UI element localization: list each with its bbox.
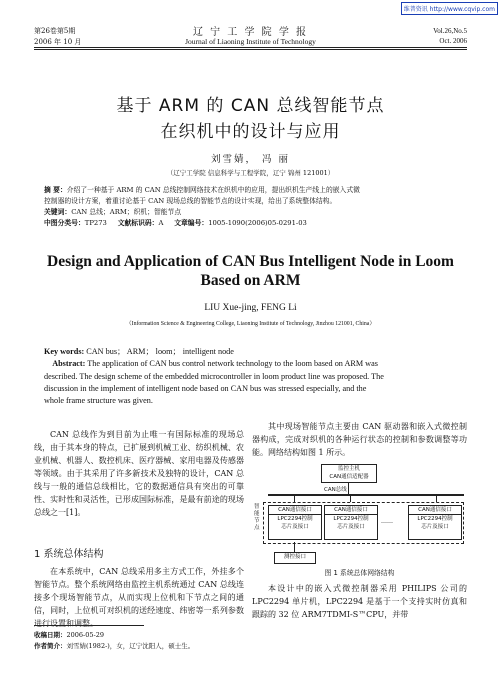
ellipsis-dots: …… bbox=[381, 518, 393, 525]
node1-can-interface: CAN通信接口 bbox=[269, 506, 321, 515]
title-en-line2: Based on ARM bbox=[200, 272, 301, 289]
measure-connector bbox=[294, 542, 295, 552]
author-bio-value: 刘雪婧(1982-)，女，辽宁沈阳人，硕士生。 bbox=[66, 642, 195, 650]
host-connector bbox=[348, 482, 349, 494]
footnote-rule bbox=[34, 625, 144, 626]
author-bio-label: 作者简介： bbox=[34, 642, 67, 650]
article-no-value: 1005-1090(2006)05-0291-03 bbox=[208, 219, 307, 227]
node1-lpc-chip: LPC2294控制 bbox=[277, 516, 313, 522]
abstract-en-label: Abstract: bbox=[52, 359, 86, 369]
header-rule bbox=[34, 47, 467, 48]
measure-control-box: 测控接口 bbox=[274, 552, 316, 564]
affiliation-cn: （辽宁工学院 信息科学与工程学院，辽宁 锦州 121001） bbox=[166, 169, 335, 177]
volume-en: Vol.26,No.5 bbox=[433, 27, 467, 35]
affiliation-en: （Information Science & Engineering College, Liaoning Institute of Technology, Jinzhou 121001, China） bbox=[125, 321, 376, 327]
authors-en: LIU Xue-jing, FENG Li bbox=[204, 303, 297, 313]
publication-date: 2006 年 10 月 bbox=[34, 38, 82, 46]
classification-line bbox=[44, 218, 458, 229]
clc-value: TP273 bbox=[84, 219, 107, 227]
abstract-en-block bbox=[44, 346, 458, 407]
received-value: 2006-05-29 bbox=[66, 631, 104, 639]
can-adapter-label: CAN通信适配器 bbox=[329, 474, 369, 480]
node3-interface: 芯片及接口 bbox=[421, 524, 449, 530]
watermark: 维普资讯 http://www.cqvip.com bbox=[401, 2, 498, 15]
node-box-3 bbox=[408, 505, 462, 540]
node2-can-interface: CAN通信接口 bbox=[325, 506, 377, 515]
abstract-en-line3: discussion in the implement of intelligent node based on CAN bus was stressed especially, and the bbox=[44, 383, 367, 393]
right-paragraph-1: 其中现场智能节点主要由 CAN 驱动器和嵌入式微控制器构成，完成对织机的各种运行状态的控制和参数调整等功能。网络结构如图 1 所示。 bbox=[252, 422, 467, 457]
doc-code-value: A bbox=[158, 219, 164, 227]
keywords-cn-text: CAN 总线；ARM；织机；智能节点 bbox=[71, 208, 182, 216]
keywords-en-label: Key words: bbox=[44, 347, 85, 356]
node-box-1 bbox=[268, 505, 322, 540]
abstract-cn-text-1: 介绍了一种基于 ARM 的 CAN 总线控制网络技术在织机中的应用，提出织机生产线上的嵌入式微 bbox=[66, 186, 360, 194]
node3-can-interface: CAN通信接口 bbox=[409, 506, 461, 515]
abstract-cn-label: 摘 要： bbox=[44, 186, 67, 194]
keywords-cn-label: 关键词： bbox=[44, 208, 72, 216]
received-label: 收稿日期： bbox=[34, 631, 67, 639]
doc-code-label: 文献标识码： bbox=[117, 219, 159, 227]
intro-paragraph: CAN 总线作为到目前为止唯一有国际标准的现场总线，由于其本身的特点，已扩展到机械工业、纺织机械、农业机械、机器人、数控机床、医疗器械、家用电器及传感器等领域。由于其采用了许多新技术及独特的设计，CAN 总线与一般的通信总线相比，它的数据通信具有突出的可靠性、实时性和灵活性，已形成国际标准，是最有前途的现场总线之一[1]。 bbox=[34, 430, 244, 517]
volume-issue: 第26卷第5期 bbox=[34, 27, 76, 35]
node-box-2 bbox=[324, 505, 378, 540]
node1-interface: 芯片及接口 bbox=[281, 524, 309, 530]
authors-cn: 刘雪婧， 冯 丽 bbox=[210, 154, 291, 165]
abstract-cn-text-2: 控制器的设计方案，着重讨论基于 CAN 现场总线的智能节点的设计实现，给出了系统整体结构。 bbox=[44, 197, 337, 205]
header-rule-2 bbox=[34, 49, 467, 50]
monitor-host-label: 监控主机 bbox=[337, 466, 360, 472]
title-en-line1: Design and Application of CAN Bus Intelligent Node in Loom bbox=[47, 253, 454, 270]
right-paragraph-2: 本设计中的嵌入式微控制器采用 PHILIPS 公司的 LPC2294 单片机，LPC2294 是基于一个支持实时仿真和跟踪的 32 位 ARM7TDMI-S™CPU，并带 bbox=[252, 584, 467, 619]
node2-lpc-chip: LPC2294控制 bbox=[333, 516, 369, 522]
monitor-host-box bbox=[321, 464, 377, 483]
can-bus-label: CAN总线 bbox=[324, 487, 347, 493]
abstract-cn bbox=[44, 185, 458, 229]
article-no-label: 文章编号： bbox=[174, 219, 209, 227]
can-bus-line bbox=[268, 494, 464, 496]
abstract-en-line2: described. The design scheme of the embedded microcontroller in loom product line was proposed. The bbox=[44, 371, 384, 381]
intelligent-node-label: 智能节点 bbox=[254, 504, 260, 531]
keywords-en-text: CAN bus； ARM； loom； intelligent node bbox=[86, 347, 234, 356]
author-bio bbox=[34, 641, 194, 650]
clc-label: 中图分类号： bbox=[44, 219, 85, 227]
date-en: Oct. 2006 bbox=[439, 37, 467, 45]
figure-1 bbox=[252, 462, 467, 602]
node3-lpc-chip: LPC2294控制 bbox=[417, 516, 453, 522]
received-date bbox=[34, 630, 104, 639]
system-paragraph: 在本系统中，CAN 总线采用多主方式工作，外挂多个智能节点。整个系统网络由监控主机系统通过 CAN 总线连接多个现场智能节点，从而实现上位机和下节点之间的通信，同时，上位机可对织机的送经速度、纬密等一系列参数进行设置和调整。 bbox=[34, 567, 244, 628]
journal-name-en: Journal of Liaoning Institute of Technology bbox=[185, 37, 316, 46]
title-cn-line2: 在织机中的设计与应用 bbox=[160, 122, 341, 142]
section-heading-1: 1 系统总体结构 bbox=[34, 549, 104, 560]
figure-caption: 图 1 系统总体网络结构 bbox=[324, 569, 395, 577]
journal-name-cn: 辽 宁 工 学 院 学 报 bbox=[192, 27, 309, 38]
abstract-en-line4: whole frame structure was given. bbox=[44, 396, 153, 406]
title-cn-line1: 基于 ARM 的 CAN 总线智能节点 bbox=[116, 96, 385, 116]
node2-interface: 芯片及接口 bbox=[337, 524, 365, 530]
abstract-en-line1: The application of CAN bus control network technology to the loom based on ARM was bbox=[87, 359, 378, 369]
